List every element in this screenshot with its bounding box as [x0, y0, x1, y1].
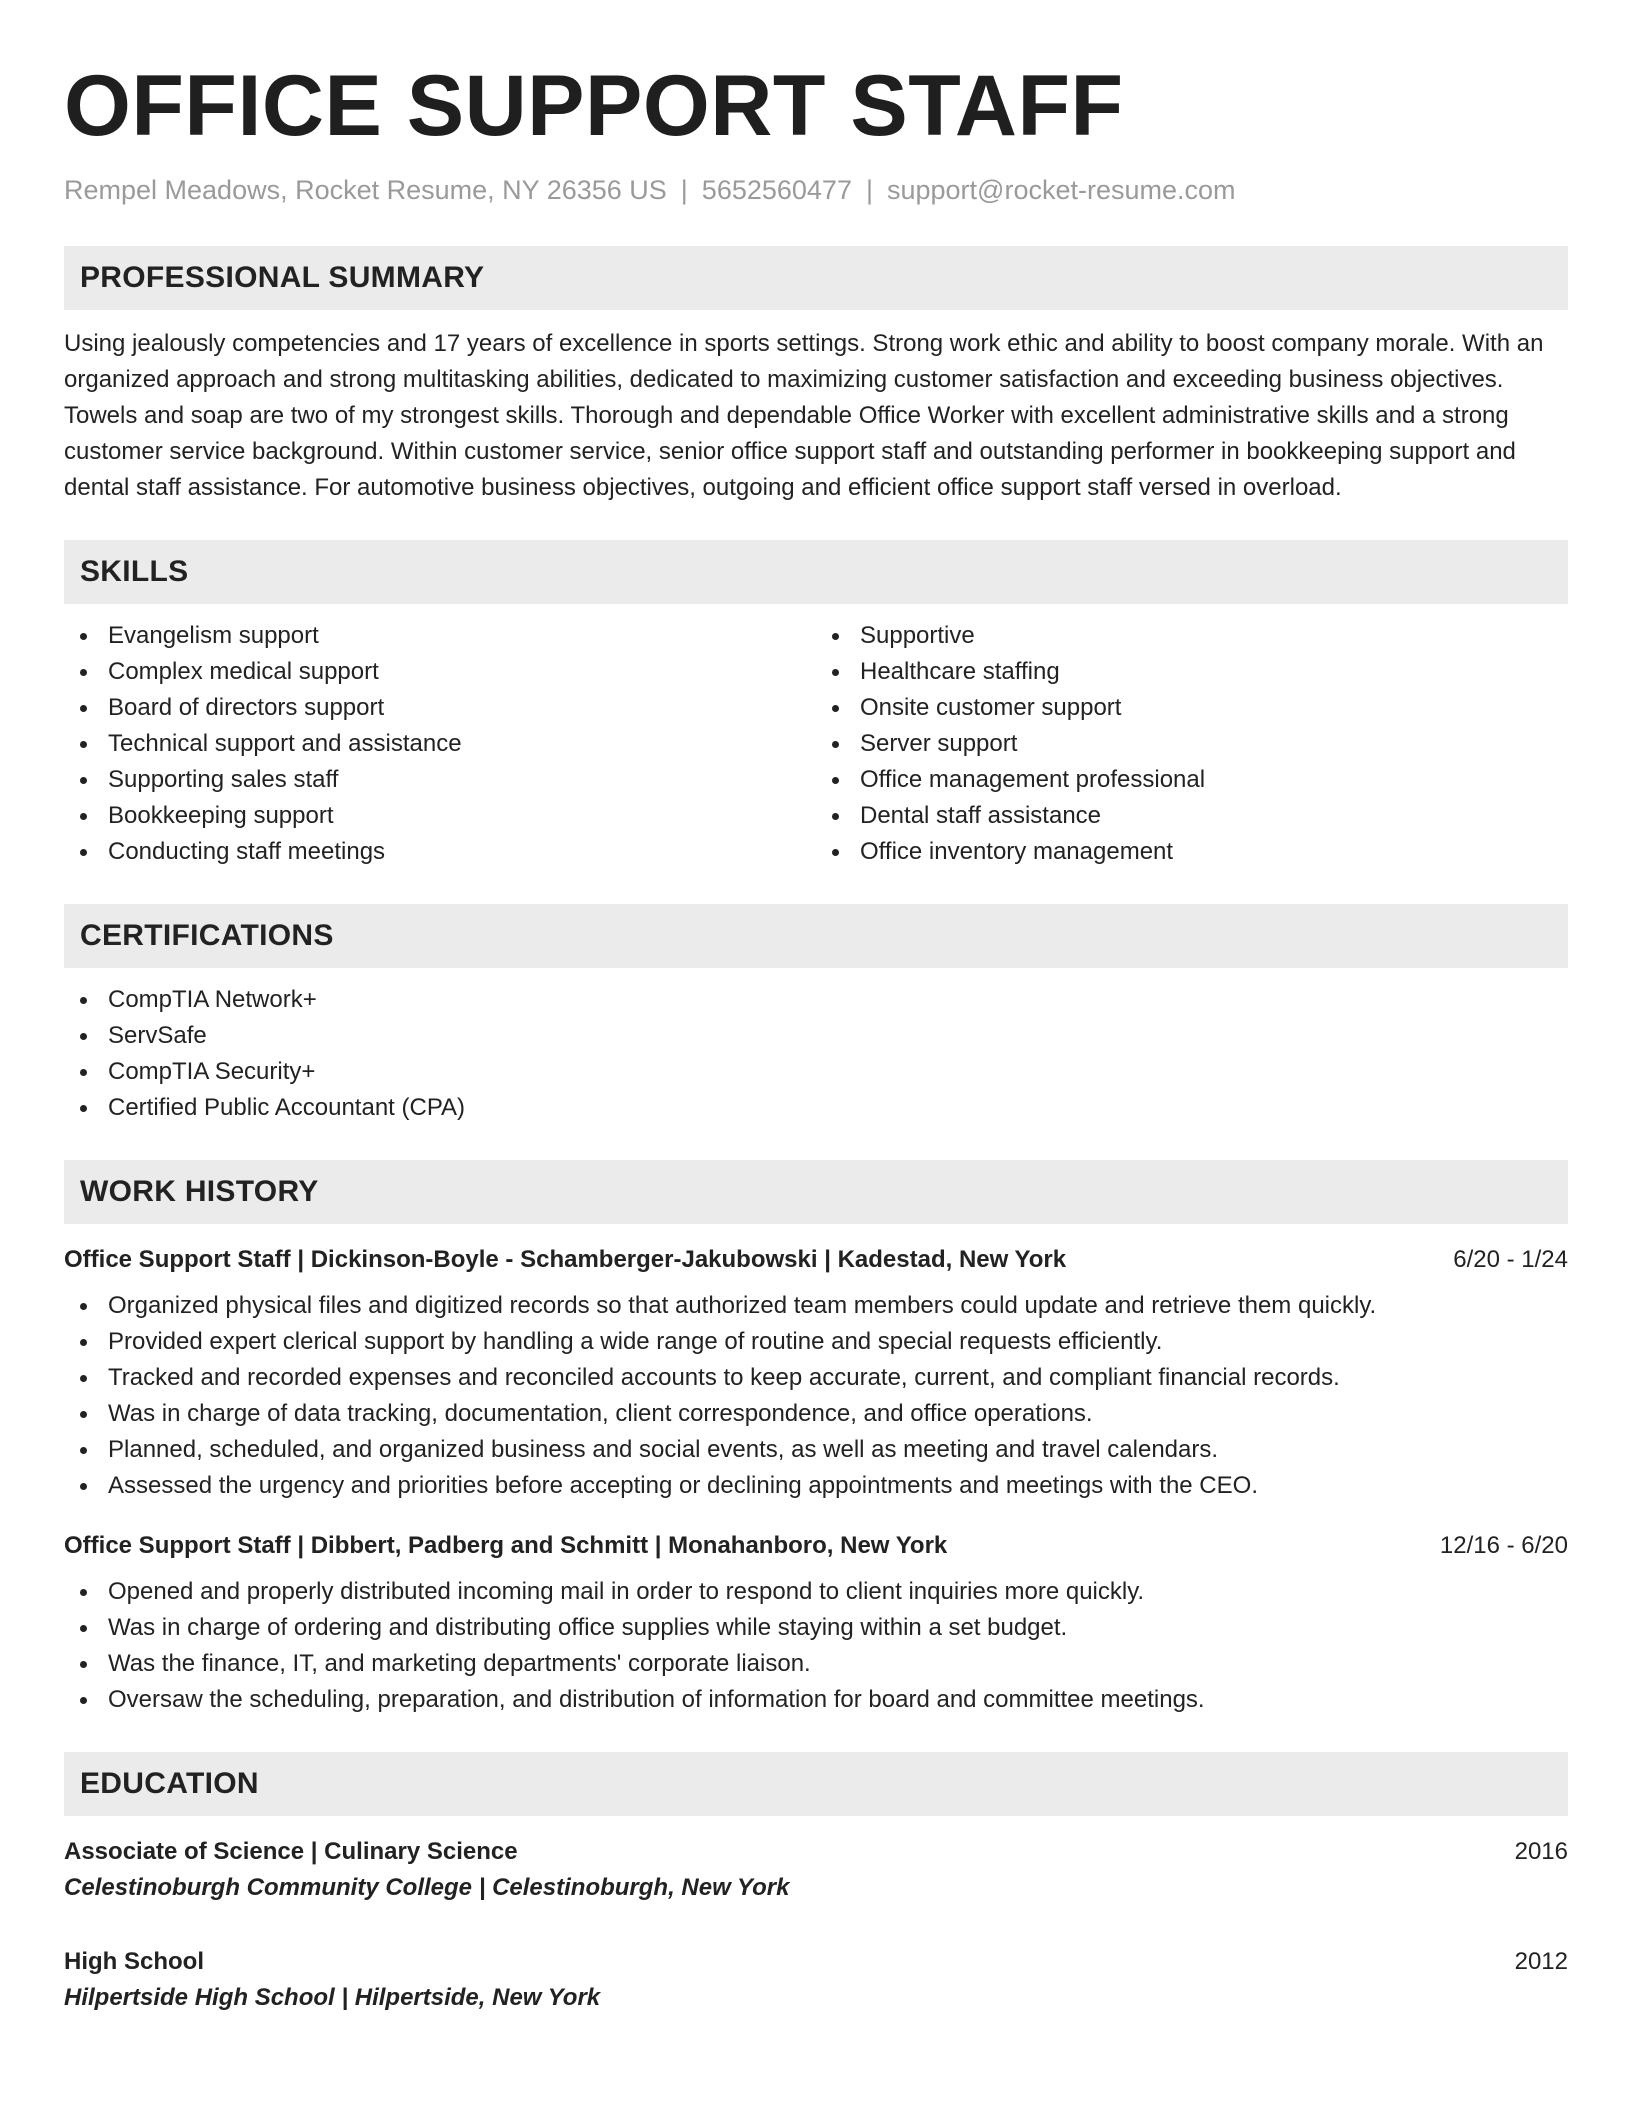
job-duty: Opened and properly distributed incoming mail in order to respond to client inquiries more quickly.	[108, 1574, 1568, 1610]
job-entry	[64, 1528, 1568, 1718]
education-degree: High School	[64, 1948, 204, 1975]
job-duty: Tracked and recorded expenses and reconciled accounts to keep accurate, current, and compliant financial records.	[108, 1360, 1568, 1396]
skill-item: Complex medical support	[108, 654, 816, 690]
skill-item: Supporting sales staff	[108, 762, 816, 798]
job-entry	[64, 1242, 1568, 1504]
skill-item: Onsite customer support	[860, 690, 1568, 726]
education-school: Hilpertside High School | Hilpertside, New York	[64, 1984, 601, 2011]
education-entry	[64, 1834, 1568, 1906]
skill-item: Healthcare staffing	[860, 654, 1568, 690]
education-header	[64, 1834, 1568, 1870]
contact-phone: 5652560477	[701, 175, 852, 205]
section-heading-work-history: WORK HISTORY	[64, 1160, 1568, 1224]
certifications-list	[64, 982, 1568, 1126]
skill-item: Board of directors support	[108, 690, 816, 726]
education-year: 2012	[1514, 1948, 1568, 1975]
skill-item: Technical support and assistance	[108, 726, 816, 762]
section-heading-skills: SKILLS	[64, 540, 1568, 604]
skill-item: Server support	[860, 726, 1568, 762]
certification-item: CompTIA Security+	[108, 1054, 1568, 1090]
job-title: Office Support Staff | Dibbert, Padberg and Schmitt | Monahanboro, New York	[64, 1532, 948, 1559]
job-duty: Planned, scheduled, and organized business and social events, as well as meeting and travel calendars.	[108, 1432, 1568, 1468]
certification-item: Certified Public Accountant (CPA)	[108, 1090, 1568, 1126]
job-duties-list	[64, 1288, 1568, 1504]
education-list	[64, 1834, 1568, 2016]
contact-email: support@rocket-resume.com	[886, 175, 1236, 205]
job-dates: 12/16 - 6/20	[1439, 1532, 1568, 1559]
education-year: 2016	[1514, 1838, 1568, 1865]
education-entry	[64, 1944, 1568, 2016]
job-dates: 6/20 - 1/24	[1453, 1246, 1568, 1273]
job-header	[64, 1242, 1568, 1278]
education-school: Celestinoburgh Community College | Celestinoburgh, New York	[64, 1874, 790, 1901]
section-heading-education: EDUCATION	[64, 1752, 1568, 1816]
skill-item: Office management professional	[860, 762, 1568, 798]
section-heading-summary: PROFESSIONAL SUMMARY	[64, 246, 1568, 310]
certification-item: CompTIA Network+	[108, 982, 1568, 1018]
job-header	[64, 1528, 1568, 1564]
job-duties-list	[64, 1574, 1568, 1718]
job-duty: Was in charge of data tracking, documentation, client correspondence, and office operations.	[108, 1396, 1568, 1432]
contact-separator: |	[680, 175, 688, 205]
contact-separator: |	[865, 175, 873, 205]
skills-list-right	[816, 618, 1568, 870]
job-duty: Provided expert clerical support by handling a wide range of routine and special requests efficiently.	[108, 1324, 1568, 1360]
certification-item: ServSafe	[108, 1018, 1568, 1054]
job-duty: Was in charge of ordering and distributing office supplies while staying within a set budget.	[108, 1610, 1568, 1646]
skills-grid	[64, 604, 1568, 870]
job-duty: Was the finance, IT, and marketing departments' corporate liaison.	[108, 1646, 1568, 1682]
section-heading-certifications: CERTIFICATIONS	[64, 904, 1568, 968]
job-duty: Organized physical files and digitized records so that authorized team members could update and retrieve them quickly.	[108, 1288, 1568, 1324]
job-duty: Oversaw the scheduling, preparation, and distribution of information for board and committee meetings.	[108, 1682, 1568, 1718]
contact-line	[64, 172, 1568, 208]
contact-address: Rempel Meadows, Rocket Resume, NY 26356 US	[64, 175, 667, 205]
skill-item: Bookkeeping support	[108, 798, 816, 834]
education-header	[64, 1944, 1568, 1980]
skill-item: Supportive	[860, 618, 1568, 654]
job-title: Office Support Staff | Dickinson-Boyle - Schamberger-Jakubowski | Kadestad, New York	[64, 1246, 1067, 1273]
resume-name: OFFICE SUPPORT STAFF	[64, 58, 1124, 154]
job-duty: Assessed the urgency and priorities before accepting or declining appointments and meetings with the CEO.	[108, 1468, 1568, 1504]
education-degree: Associate of Science | Culinary Science	[64, 1838, 518, 1865]
skill-item: Dental staff assistance	[860, 798, 1568, 834]
skill-item: Evangelism support	[108, 618, 816, 654]
summary-text: Using jealously competencies and 17 years of excellence in sports settings. Strong work ethic and ability to boost company morale. With an organized approach and strong multitasking abilities, dedicated to maximizing customer satisfaction and exceeding business objectives. Towels and soap are two of my strongest skills. Thorough and dependable Office Worker with excellent administrative skills and a strong customer service background. Within customer service, senior office support staff and outstanding performer in bookkeeping support and dental staff assistance. For automotive business objectives, outgoing and efficient office support staff versed in overload.	[64, 330, 1544, 501]
skill-item: Office inventory management	[860, 834, 1568, 870]
skills-list-left	[64, 618, 816, 870]
skill-item: Conducting staff meetings	[108, 834, 816, 870]
